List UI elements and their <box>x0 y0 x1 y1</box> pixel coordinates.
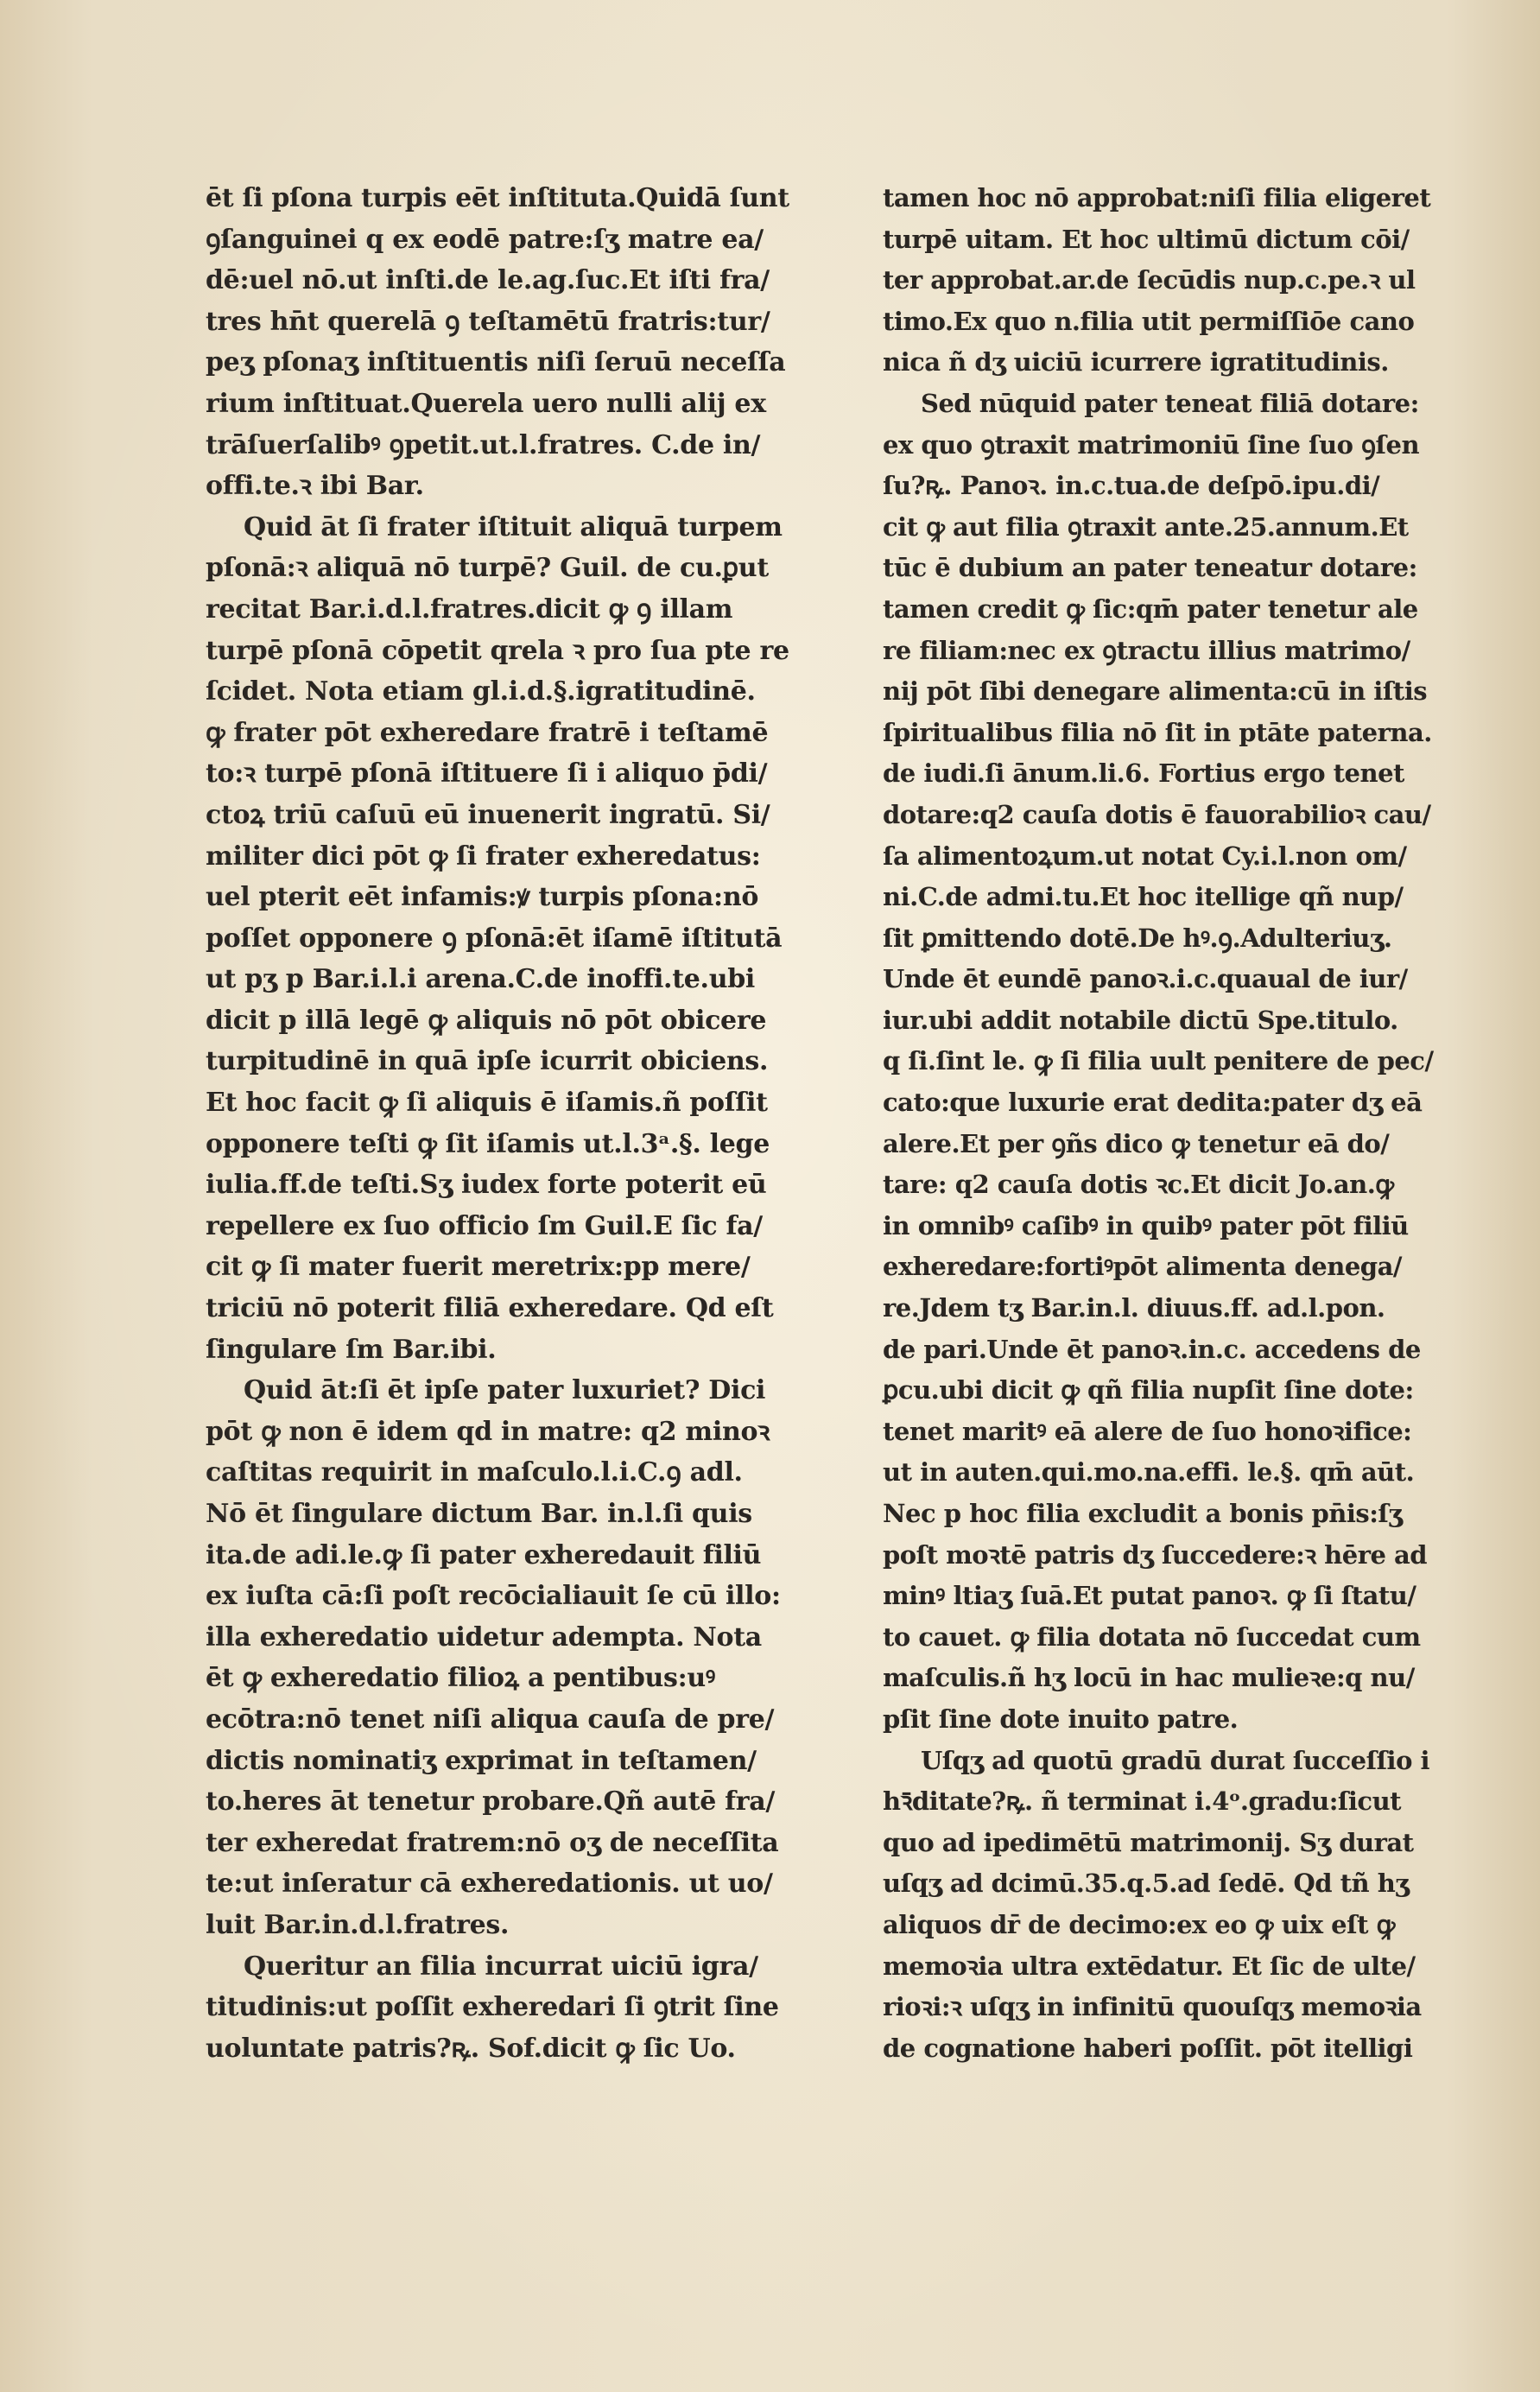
text-line: ita.de adi.le.ꝙ ſi pater exheredauit filiū <box>206 1539 762 1570</box>
text-line: pſonā:ꝛ aliquā nō turpē? Guil. de cu.ꝑut <box>206 553 769 584</box>
text-line: tamen credit ꝙ ſic:qm̄ pater tenetur ale <box>883 593 1418 624</box>
text-line: aliquos dr̄ de decimo:ex eo ꝙ uix eſt ꝙ <box>883 1909 1395 1939</box>
text-line: tres hn̄t querelā ꝯ teſtamētū fratris:tur/ <box>206 306 770 337</box>
text-line: Nō ēt ſingulare dictum Bar. in.l.ſi quis <box>206 1499 752 1529</box>
text-line: ſit ꝑmittendo dotē.De hꝰ.ꝯ.Adulteriuʒ. <box>883 923 1392 953</box>
text-line: ni.C.de admi.tu.Et hoc itellige qñ nup/ <box>883 882 1404 912</box>
text-line: peʒ pſonaʒ inſtituentis niſi ſeruū neceſſa <box>206 347 786 378</box>
text-line: iur.ubi addit notabile dictū Spe.titulo. <box>883 1005 1398 1035</box>
text-line: opponere teſti ꝙ ſit iſamis ut.l.3ᵃ.§. lege <box>206 1128 770 1159</box>
text-line: militer dici pōt ꝙ ſi frater exheredatus: <box>206 841 761 872</box>
text-line: rium inſtituat.Querela uero nulli alij ex <box>206 388 766 419</box>
text-line: ꝑcu.ubi dicit ꝙ qñ filia nupſit ſine dote: <box>883 1375 1414 1405</box>
text-line: uel pterit eēt infamis:ꝟ turpis pſona:nō <box>206 882 759 913</box>
left-text-column <box>206 178 838 2069</box>
text-line: memoꝛia ultra extēdatur. Et ſic de ulte/ <box>883 1951 1416 1981</box>
text-line: nij pōt ſibi denegare alimenta:cū in iſtis <box>883 676 1428 707</box>
text-line: q ſi.ſint le. ꝙ ſi filia uult penitere de pec/ <box>883 1046 1434 1076</box>
text-line: cato:que luxurie erat dedita:pater dʒ eā <box>883 1088 1423 1118</box>
text-line: re.Jdem tʒ Bar.in.l. diuus.ff. ad.l.pon. <box>883 1293 1385 1323</box>
text-line: te:ut inſeratur cā exheredationis. ut uo/ <box>206 1869 773 1900</box>
text-line: exheredare:fortiꝰpōt alimenta denega/ <box>883 1252 1402 1282</box>
text-line: ꝯſanguinei q ex eodē patre:ſʒ matre ea/ <box>206 224 764 255</box>
text-line: trāſuerſalibꝰ ꝯpetit.ut.l.fratres. C.de in/ <box>206 429 761 460</box>
text-line: ut in auten.qui.mo.na.effi. le.§. qm̄ aūt. <box>883 1457 1415 1488</box>
text-line: in omnibꝰ caſibꝰ in quibꝰ pater pōt filiū <box>883 1210 1409 1240</box>
text-line: dē:uel nō.ut inſti.de le.ag.ſuc.Et iſti fra/ <box>206 265 770 296</box>
text-line: nica ñ dʒ uiciū icurrere igratitudinis. <box>883 347 1389 378</box>
text-line: re filiam:nec ex ꝯtractu illius matrimo/ <box>883 635 1410 665</box>
right-text-column <box>883 178 1470 2069</box>
text-line: luit Bar.in.d.l.fratres. <box>206 1909 510 1940</box>
text-line: pſit ſine dote inuito patre. <box>883 1704 1239 1734</box>
text-line: Quid āt ſi frater iſtituit aliquā turpem <box>244 511 783 542</box>
text-line: ſu?ꝶ. Panoꝛ. in.c.tua.de deſpō.ipu.di/ <box>883 471 1380 501</box>
text-line: ecōtra:nō tenet niſi aliqua cauſa de pre/ <box>206 1704 775 1735</box>
text-line: turpitudinē in quā ipſe icurrit obiciens. <box>206 1046 769 1077</box>
text-line: poſſet opponere ꝯ pſonā:ēt iſamē iſtitutā <box>206 923 783 954</box>
text-line: ter approbat.ar.de ſecūdis nup.c.pe.ꝛ ul <box>883 265 1416 295</box>
text-line: alere.Et per ꝯñs dico ꝙ tenetur eā do/ <box>883 1128 1390 1158</box>
text-line: ter exheredat fratrem:nō oʒ de neceſſita <box>206 1827 779 1858</box>
text-line: turpē pſonā cōpetit qrela ꝛ pro ſua pte re <box>206 635 789 666</box>
text-line: uſqʒ ad dcimū.35.q.5.ad ſedē. Qd tñ hʒ <box>883 1869 1410 1899</box>
text-line: Et hoc facit ꝙ ſi aliquis ē iſamis.ñ poſſit <box>206 1088 768 1119</box>
text-line: illa exheredatio uidetur adempta. Nota <box>206 1621 762 1653</box>
text-line: to:ꝛ turpē pſonā iſtituere ſi i aliquo p̄di/ <box>206 758 768 790</box>
text-line: minꝰ ltiaʒ ſuā.Et putat panoꝛ. ꝙ ſi ſtatu/ <box>883 1581 1416 1611</box>
text-line: titudinis:ut poſſit exheredari ſi ꝯtrit ſine <box>206 1992 779 2023</box>
text-line: ēt ſi pſona turpis eēt inſtituta.Quidā ſunt <box>206 183 789 213</box>
text-line: Queritur an filia incurrat uiciū igra/ <box>244 1951 758 1982</box>
text-line: dotare:q2 cauſa dotis ē fauorabilioꝛ cau/ <box>883 799 1431 829</box>
text-line: dictis nominatiʒ exprimat in teſtamen/ <box>206 1745 757 1776</box>
text-line: de iudi.ſi ānum.li.6. Fortius ergo tenet <box>883 758 1404 789</box>
text-line: to.heres āt tenetur probare.Qñ autē fra/ <box>206 1786 776 1818</box>
text-line: ſcidet. Nota etiam gl.i.d.§.igratitudinē. <box>206 676 756 707</box>
text-line: ctoꝝ triū caſuū eū inuenerit ingratū. Si/ <box>206 799 770 830</box>
text-line: ut pʒ p Bar.i.l.i arena.C.de inoffi.te.ubi <box>206 964 755 995</box>
text-line: dicit p illā legē ꝙ aliquis nō pōt obicere <box>206 1005 767 1036</box>
text-line: quo ad ipedimētū matrimonij. Sʒ durat <box>883 1827 1414 1857</box>
text-line: ex iuſta cā:ſi poſt recōcialiauit ſe cū illo: <box>206 1581 781 1612</box>
text-line: ēt ꝙ exheredatio filioꝝ a pentibus:uꝰ <box>206 1663 716 1694</box>
text-line: ſpiritualibus filia nō ſit in ptāte paterna. <box>883 717 1432 747</box>
text-line: repellere ex ſuo officio ſm Guil.E ſic fa/ <box>206 1210 763 1241</box>
text-line: offi.te.ꝛ ibi Bar. <box>206 471 424 502</box>
text-line: maſculis.ñ hʒ locū in hac mulieꝛe:q nu/ <box>883 1663 1415 1693</box>
text-line: ſa alimentoꝝum.ut notat Cy.i.l.non om/ <box>883 841 1407 871</box>
text-line: Sed nūquid pater teneat filiā dotare: <box>921 388 1419 418</box>
text-line: triciū nō poterit filiā exheredare. Qd eſt <box>206 1293 774 1324</box>
text-line: ꝙ frater pōt exheredare fratrē i teſtamē <box>206 717 769 748</box>
text-line: to cauet. ꝙ filia dotata nō ſuccedat cum <box>883 1621 1421 1652</box>
text-line: Uſqʒ ad quotū gradū durat ſucceſſio i <box>921 1745 1430 1775</box>
text-line: Quid āt:ſi ēt ipſe pater luxuriet? Dici <box>244 1375 766 1406</box>
text-line: poſt moꝛtē patris dʒ ſuccedere:ꝛ hēre ad <box>883 1539 1428 1570</box>
text-line: hꝛ̄ditate?ꝶ. ñ terminat i.4ᵒ.gradu:ſicut <box>883 1786 1402 1817</box>
text-line: Unde ēt eundē panoꝛ.i.c.quaual de iur/ <box>883 964 1408 994</box>
text-line: tūc ē dubium an pater teneatur dotare: <box>883 553 1417 583</box>
text-line: recitat Bar.i.d.l.fratres.dicit ꝙ ꝯ illam <box>206 593 733 625</box>
text-line: caſtitas requirit in maſculo.l.i.C.ꝯ adl. <box>206 1457 743 1488</box>
text-line: Nec p hoc filia excludit a bonis pn̄is:ſʒ <box>883 1499 1403 1528</box>
text-line: ex quo ꝯtraxit matrimoniū ſine ſuo ꝯſen <box>883 429 1420 460</box>
text-line: rioꝛi:ꝛ uſqʒ in infinitū quouſqʒ memoꝛia <box>883 1992 1422 2022</box>
text-line: tenet maritꝰ eā alere de ſuo honoꝛifice: <box>883 1416 1412 1446</box>
text-line: tamen hoc nō approbat:niſi filia eligeret <box>883 183 1431 213</box>
text-line: uoluntate patris?ꝶ. Sof.dicit ꝙ ſic Uo. <box>206 2033 736 2064</box>
text-line: ſingulare ſm Bar.ibi. <box>206 1334 497 1365</box>
text-line: tare: q2 cauſa dotis ꝛc.Et dicit Jo.an.ꝙ <box>883 1170 1394 1200</box>
text-line: cit ꝙ ſi mater fuerit meretrix:pp mere/ <box>206 1252 751 1283</box>
text-line: de cognatione haberi poſſit. pōt itelligi <box>883 2033 1413 2063</box>
text-line: turpē uitam. Et hoc ultimū dictum cōi/ <box>883 224 1410 254</box>
text-line: pōt ꝙ non ē idem qd in matre: q2 minoꝛ <box>206 1416 770 1447</box>
text-line: timo.Ex quo n.filia utit permiſſiōe cano <box>883 306 1415 336</box>
text-line: iulia.ff.de teſti.Sʒ iudex forte poterit eū <box>206 1170 767 1201</box>
text-line: cit ꝙ aut filia ꝯtraxit ante.25.annum.Et <box>883 511 1409 542</box>
text-line: de pari.Unde ēt panoꝛ.in.c. accedens de <box>883 1334 1421 1364</box>
